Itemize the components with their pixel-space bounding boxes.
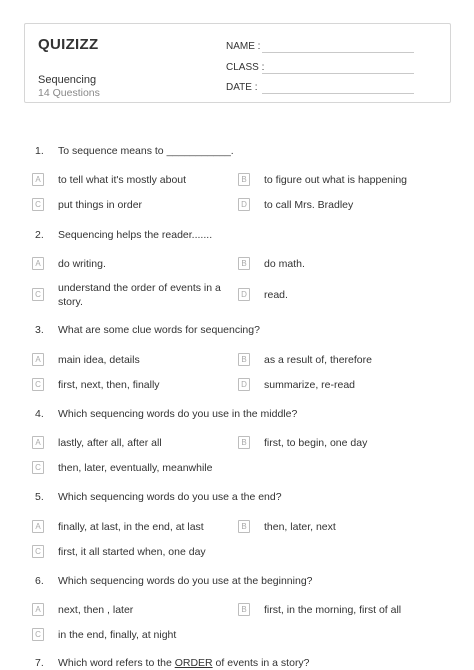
option-text: first, it all started when, one day — [58, 546, 206, 558]
underlined-word: ORDER — [174, 657, 213, 669]
question-text-after: of events in a story? — [212, 657, 310, 669]
worksheet-title: Sequencing — [38, 74, 97, 86]
date-label: DATE : — [226, 82, 258, 93]
option-letter-box[interactable]: B — [238, 173, 250, 186]
option-text: finally, at last, in the end, at last — [58, 521, 204, 533]
option-text: then, later, eventually, meanwhile — [58, 462, 213, 474]
option-text: summarize, re-read — [264, 379, 356, 391]
option-text: to call Mrs. Bradley — [264, 199, 354, 211]
option-letter-box[interactable]: D — [238, 378, 250, 391]
question-number: 3. — [35, 324, 44, 336]
option-letter-box[interactable]: A — [32, 257, 44, 270]
question-text: Which sequencing words do you use a the end? — [58, 491, 282, 503]
option-letter-box[interactable]: C — [32, 288, 44, 301]
option-text: to tell what it's mostly about — [58, 174, 187, 186]
option-text: next, then , later — [58, 604, 134, 616]
option-text: in the end, finally, at night — [58, 629, 177, 641]
option-letter-box[interactable]: A — [32, 173, 44, 186]
question-number: 1. — [35, 145, 44, 157]
option-text: lastly, after all, after all — [58, 437, 162, 449]
option-text: then, later, next — [264, 521, 336, 533]
question-text-before: Which word refers to the — [58, 657, 175, 669]
question-text — [58, 657, 310, 669]
option-letter-box[interactable]: C — [32, 461, 44, 474]
question-number: 4. — [35, 408, 44, 420]
class-label: CLASS : — [226, 62, 265, 73]
option-letter-box[interactable]: C — [32, 198, 44, 211]
quizizz-logo: QUIZIZZ — [38, 36, 99, 53]
option-text: to figure out what is happening — [264, 174, 408, 186]
name-label: NAME : — [226, 41, 261, 52]
option-letter-box[interactable]: C — [32, 628, 44, 641]
option-letter-box[interactable]: B — [238, 520, 250, 533]
question-number: 6. — [35, 575, 44, 587]
option-letter-box[interactable]: A — [32, 436, 44, 449]
option-letter-box[interactable]: B — [238, 603, 250, 616]
question-text: What are some clue words for sequencing? — [58, 324, 260, 336]
question-text: Which sequencing words do you use at the beginning? — [58, 575, 313, 587]
question-text: Sequencing helps the reader....... — [58, 229, 213, 241]
question-number: 5. — [35, 491, 44, 503]
option-letter-box[interactable]: A — [32, 603, 44, 616]
option-letter-box[interactable]: C — [32, 378, 44, 391]
question-text: Which sequencing words do you use in the middle? — [58, 408, 298, 420]
option-text: read. — [264, 289, 288, 301]
question-text: To sequence means to ___________. — [58, 145, 234, 157]
option-letter-box[interactable]: A — [32, 353, 44, 366]
option-text: put things in order — [58, 199, 143, 211]
option-text: do math. — [264, 258, 305, 270]
option-text: main idea, details — [58, 354, 140, 366]
option-letter-box[interactable]: C — [32, 545, 44, 558]
option-text: first, next, then, finally — [58, 379, 160, 391]
option-letter-box[interactable]: B — [238, 353, 250, 366]
option-text: first, in the morning, first of all — [264, 604, 402, 616]
option-letter-box[interactable]: A — [32, 520, 44, 533]
option-letter-box[interactable]: B — [238, 257, 250, 270]
option-letter-box[interactable]: D — [238, 198, 250, 211]
question-number: 2. — [35, 229, 44, 241]
option-text: understand the order of events in a story. — [58, 282, 221, 308]
option-letter-box[interactable]: D — [238, 288, 250, 301]
question-number: 7. — [35, 657, 44, 669]
option-text: first, to begin, one day — [264, 437, 368, 449]
option-letter-box[interactable]: B — [238, 436, 250, 449]
option-text: do writing. — [58, 258, 106, 270]
question-count: 14 Questions — [38, 87, 100, 99]
option-text: as a result of, therefore — [264, 354, 372, 366]
